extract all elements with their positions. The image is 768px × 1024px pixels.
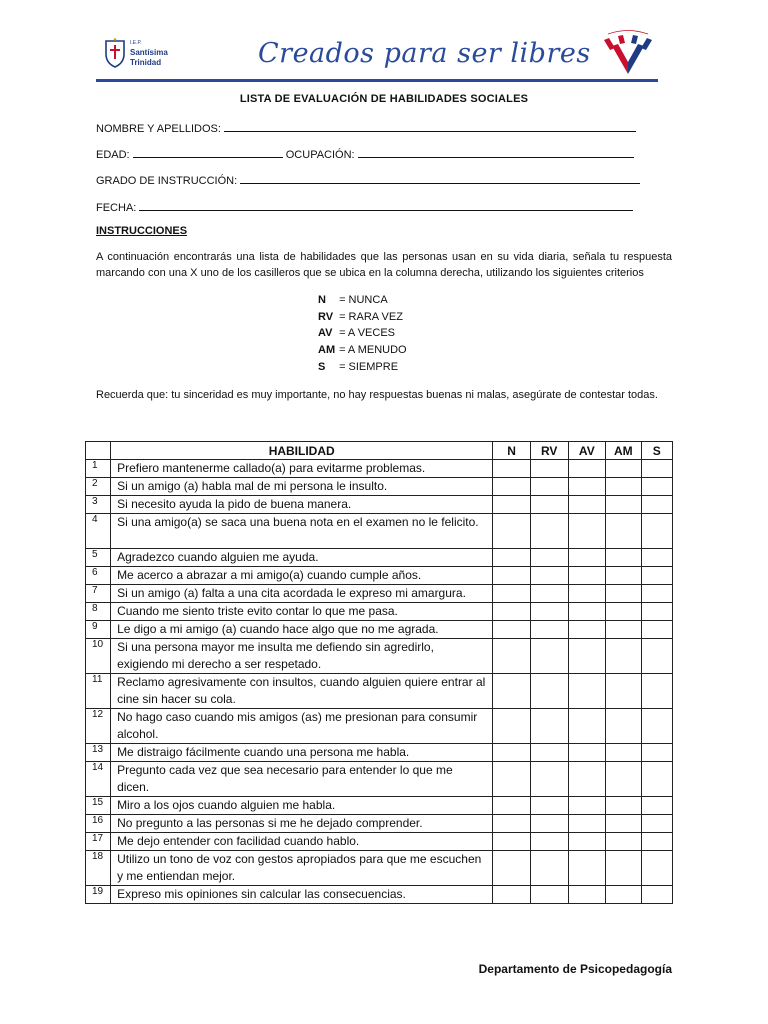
answer-box-rv[interactable]	[530, 639, 568, 674]
hands-logo-icon	[598, 28, 658, 78]
answer-box-av[interactable]	[568, 851, 606, 886]
answer-box-n[interactable]	[493, 815, 531, 833]
criteria-item: S = SIEMPRE	[318, 360, 399, 373]
answer-box-s[interactable]	[641, 549, 672, 567]
answer-box-n[interactable]	[493, 585, 531, 603]
row-number: 17	[86, 833, 111, 851]
header-habilidad: HABILIDAD	[111, 442, 493, 460]
table-row	[86, 851, 673, 886]
answer-box-s[interactable]	[641, 815, 672, 833]
answer-box-n[interactable]	[493, 851, 531, 886]
answer-box-am[interactable]	[606, 460, 642, 478]
answer-box-av[interactable]	[568, 709, 606, 744]
answer-box-n[interactable]	[493, 567, 531, 585]
answer-box-av[interactable]	[568, 603, 606, 621]
field-edad-line[interactable]	[133, 147, 283, 158]
answer-box-av[interactable]	[568, 567, 606, 585]
row-habilidad: Le digo a mi amigo (a) cuando hace algo que no me agrada.	[111, 621, 493, 639]
answer-box-s[interactable]	[641, 478, 672, 496]
row-habilidad: Expreso mis opiniones sin calcular las consecuencias.	[111, 886, 493, 904]
row-habilidad: Agradezco cuando alguien me ayuda.	[111, 549, 493, 567]
skills-table	[85, 441, 673, 904]
table-row	[86, 621, 673, 639]
row-number: 5	[86, 549, 111, 567]
answer-box-av[interactable]	[568, 674, 606, 709]
answer-box-s[interactable]	[641, 833, 672, 851]
answer-box-rv[interactable]	[530, 585, 568, 603]
field-edad-label: EDAD:	[96, 149, 130, 161]
table-header-row	[86, 442, 673, 460]
answer-box-rv[interactable]	[530, 460, 568, 478]
criteria-item: N = NUNCA	[318, 294, 388, 306]
answer-box-am[interactable]	[606, 639, 642, 674]
answer-box-rv[interactable]	[530, 478, 568, 496]
row-habilidad: Me distraigo fácilmente cuando una persona me habla.	[111, 744, 493, 762]
criteria-item: AV = A VECES	[318, 327, 396, 340]
answer-box-n[interactable]	[493, 603, 531, 621]
answer-box-n[interactable]	[493, 886, 531, 904]
field-grado	[96, 173, 640, 187]
row-habilidad: Utilizo un tono de voz con gestos apropiados para que me escuchen y me entiendan mejor.	[111, 851, 493, 886]
answer-box-s[interactable]	[641, 762, 672, 797]
row-habilidad: Cuando me siento triste evito contar lo que me pasa.	[111, 603, 493, 621]
answer-box-rv[interactable]	[530, 549, 568, 567]
answer-box-s[interactable]	[641, 886, 672, 904]
row-habilidad: No pregunto a las personas si me he dejado comprender.	[111, 815, 493, 833]
school-name-line-1: Santísima	[130, 48, 168, 57]
answer-box-am[interactable]	[606, 496, 642, 514]
school-shield-icon	[104, 38, 126, 68]
field-nombre-line[interactable]	[224, 121, 636, 132]
field-grado-label: GRADO DE INSTRUCCIÓN:	[96, 175, 238, 187]
answer-box-rv[interactable]	[530, 674, 568, 709]
answer-box-am[interactable]	[606, 797, 642, 815]
table-row	[86, 797, 673, 815]
answer-box-am[interactable]	[606, 514, 642, 549]
row-number: 9	[86, 621, 111, 639]
answer-box-am[interactable]	[606, 585, 642, 603]
answer-box-am[interactable]	[606, 744, 642, 762]
answer-box-s[interactable]	[641, 567, 672, 585]
row-habilidad: Pregunto cada vez que sea necesario para entender lo que me dicen.	[111, 762, 493, 797]
answer-box-s[interactable]	[641, 674, 672, 709]
table-row	[86, 514, 673, 549]
field-ocupacion-label: OCUPACIÓN:	[285, 149, 355, 161]
answer-box-n[interactable]	[493, 674, 531, 709]
answer-box-n[interactable]	[493, 549, 531, 567]
row-number: 16	[86, 815, 111, 833]
table-row	[86, 567, 673, 585]
field-nombre	[96, 121, 636, 135]
answer-box-rv[interactable]	[530, 886, 568, 904]
table-row	[86, 478, 673, 496]
table-row	[86, 709, 673, 744]
row-number: 2	[86, 478, 111, 496]
answer-box-s[interactable]	[641, 639, 672, 674]
answer-box-rv[interactable]	[530, 514, 568, 549]
table-row	[86, 585, 673, 603]
school-name-line-2: Trinidad	[130, 58, 162, 67]
row-habilidad: Si un amigo (a) habla mal de mi persona le insulto.	[111, 478, 493, 496]
row-number: 10	[86, 639, 111, 674]
field-edad-ocupacion	[96, 147, 634, 161]
motto: Creados para ser libres	[258, 38, 591, 69]
field-fecha	[96, 200, 633, 214]
criteria-list	[318, 292, 407, 376]
answer-box-n[interactable]	[493, 762, 531, 797]
row-number: 19	[86, 886, 111, 904]
row-number: 4	[86, 514, 111, 549]
header-am: AM	[606, 442, 642, 460]
row-habilidad: No hago caso cuando mis amigos (as) me presionan para consumir alcohol.	[111, 709, 493, 744]
answer-box-av[interactable]	[568, 585, 606, 603]
answer-box-rv[interactable]	[530, 496, 568, 514]
row-habilidad: Si una persona mayor me insulta me defiendo sin agredirlo, exigiendo mi derecho a ser respetado.	[111, 639, 493, 674]
answer-box-av[interactable]	[568, 549, 606, 567]
answer-box-rv[interactable]	[530, 709, 568, 744]
answer-box-rv[interactable]	[530, 567, 568, 585]
field-fecha-line[interactable]	[139, 200, 633, 211]
answer-box-rv[interactable]	[530, 833, 568, 851]
answer-box-av[interactable]	[568, 460, 606, 478]
row-habilidad: Si un amigo (a) falta a una cita acordada le expreso mi amargura.	[111, 585, 493, 603]
school-logo	[104, 30, 194, 76]
header-number	[86, 442, 111, 460]
table-row	[86, 496, 673, 514]
instructions-heading: INSTRUCCIONES	[96, 225, 188, 237]
row-number: 14	[86, 762, 111, 797]
row-number: 6	[86, 567, 111, 585]
answer-box-av[interactable]	[568, 621, 606, 639]
answer-box-av[interactable]	[568, 797, 606, 815]
reminder-text: Recuerda que: tu sinceridad es muy importante, no hay respuestas buenas ni malas, asegúrate de contestar todas.	[96, 389, 658, 401]
answer-box-av[interactable]	[568, 514, 606, 549]
row-habilidad: Prefiero mantenerme callado(a) para evitarme problemas.	[111, 460, 493, 478]
table-row	[86, 674, 673, 709]
page-header	[96, 28, 658, 80]
answer-box-rv[interactable]	[530, 621, 568, 639]
answer-box-n[interactable]	[493, 496, 531, 514]
row-number: 8	[86, 603, 111, 621]
document-title: LISTA DE EVALUACIÓN DE HABILIDADES SOCIALES	[239, 93, 529, 105]
answer-box-am[interactable]	[606, 833, 642, 851]
answer-box-av[interactable]	[568, 815, 606, 833]
row-habilidad: Si una amigo(a) se saca una buena nota en el examen no le felicito.	[111, 514, 493, 549]
answer-box-n[interactable]	[493, 639, 531, 674]
field-ocupacion-line[interactable]	[358, 147, 634, 158]
answer-box-am[interactable]	[606, 478, 642, 496]
row-number: 11	[86, 674, 111, 709]
answer-box-av[interactable]	[568, 478, 606, 496]
footer-department: Departamento de Psicopedagogía	[478, 962, 672, 976]
answer-box-s[interactable]	[641, 621, 672, 639]
answer-box-av[interactable]	[568, 639, 606, 674]
answer-box-n[interactable]	[493, 797, 531, 815]
answer-box-rv[interactable]	[530, 603, 568, 621]
answer-box-am[interactable]	[606, 762, 642, 797]
school-type: I.E.P.	[130, 40, 142, 46]
criteria-item: RV = RARA VEZ	[318, 310, 403, 323]
table-row	[86, 815, 673, 833]
answer-box-s[interactable]	[641, 496, 672, 514]
answer-box-n[interactable]	[493, 460, 531, 478]
header-av: AV	[568, 442, 606, 460]
table-row	[86, 886, 673, 904]
answer-box-rv[interactable]	[530, 815, 568, 833]
answer-box-rv[interactable]	[530, 797, 568, 815]
answer-box-s[interactable]	[641, 514, 672, 549]
field-nombre-label: NOMBRE Y APELLIDOS:	[96, 123, 221, 135]
answer-box-s[interactable]	[641, 585, 672, 603]
answer-box-s[interactable]	[641, 603, 672, 621]
answer-box-am[interactable]	[606, 709, 642, 744]
answer-box-n[interactable]	[493, 709, 531, 744]
answer-box-am[interactable]	[606, 603, 642, 621]
answer-box-am[interactable]	[606, 851, 642, 886]
answer-box-s[interactable]	[641, 709, 672, 744]
row-habilidad: Me acerco a abrazar a mi amigo(a) cuando cumple años.	[111, 567, 493, 585]
row-number: 3	[86, 496, 111, 514]
instructions-text: A continuación encontrarás una lista de habilidades que las personas usan en su vida diaria, señala tu respuesta marcando con una X uno de los casilleros que se ubica en la columna derecha, utilizando los siguientes criterios	[96, 251, 672, 279]
row-habilidad: Miro a los ojos cuando alguien me habla.	[111, 797, 493, 815]
answer-box-rv[interactable]	[530, 762, 568, 797]
answer-box-am[interactable]	[606, 815, 642, 833]
answer-box-n[interactable]	[493, 514, 531, 549]
row-number: 12	[86, 709, 111, 744]
answer-box-am[interactable]	[606, 886, 642, 904]
answer-box-n[interactable]	[493, 621, 531, 639]
answer-box-am[interactable]	[606, 567, 642, 585]
row-number: 18	[86, 851, 111, 886]
answer-box-rv[interactable]	[530, 744, 568, 762]
table-row	[86, 639, 673, 674]
row-number: 1	[86, 460, 111, 478]
answer-box-av[interactable]	[568, 762, 606, 797]
answer-box-am[interactable]	[606, 549, 642, 567]
row-number: 15	[86, 797, 111, 815]
answer-box-s[interactable]	[641, 744, 672, 762]
header-divider	[96, 79, 658, 82]
answer-box-rv[interactable]	[530, 851, 568, 886]
row-habilidad: Reclamo agresivamente con insultos, cuando alguien quiere entrar al cine sin hacer su cola.	[111, 674, 493, 709]
table-row	[86, 460, 673, 478]
answer-box-s[interactable]	[641, 460, 672, 478]
answer-box-s[interactable]	[641, 797, 672, 815]
answer-box-av[interactable]	[568, 744, 606, 762]
table-row	[86, 762, 673, 797]
field-fecha-label: FECHA:	[96, 202, 137, 214]
answer-box-s[interactable]	[641, 851, 672, 886]
table-row	[86, 549, 673, 567]
field-grado-line[interactable]	[240, 173, 640, 184]
table-row	[86, 833, 673, 851]
answer-box-av[interactable]	[568, 496, 606, 514]
answer-box-n[interactable]	[493, 744, 531, 762]
row-habilidad: Si necesito ayuda la pido de buena manera.	[111, 496, 493, 514]
school-name	[130, 38, 168, 68]
table-row	[86, 744, 673, 762]
table-row	[86, 603, 673, 621]
header-s: S	[641, 442, 672, 460]
row-habilidad: Me dejo entender con facilidad cuando hablo.	[111, 833, 493, 851]
row-number: 13	[86, 744, 111, 762]
header-rv: RV	[530, 442, 568, 460]
answer-box-am[interactable]	[606, 621, 642, 639]
criteria-item: AM = A MENUDO	[318, 344, 407, 357]
answer-box-am[interactable]	[606, 674, 642, 709]
answer-box-av[interactable]	[568, 886, 606, 904]
answer-box-n[interactable]	[493, 478, 531, 496]
answer-box-n[interactable]	[493, 833, 531, 851]
header-n: N	[493, 442, 531, 460]
answer-box-av[interactable]	[568, 833, 606, 851]
row-number: 7	[86, 585, 111, 603]
